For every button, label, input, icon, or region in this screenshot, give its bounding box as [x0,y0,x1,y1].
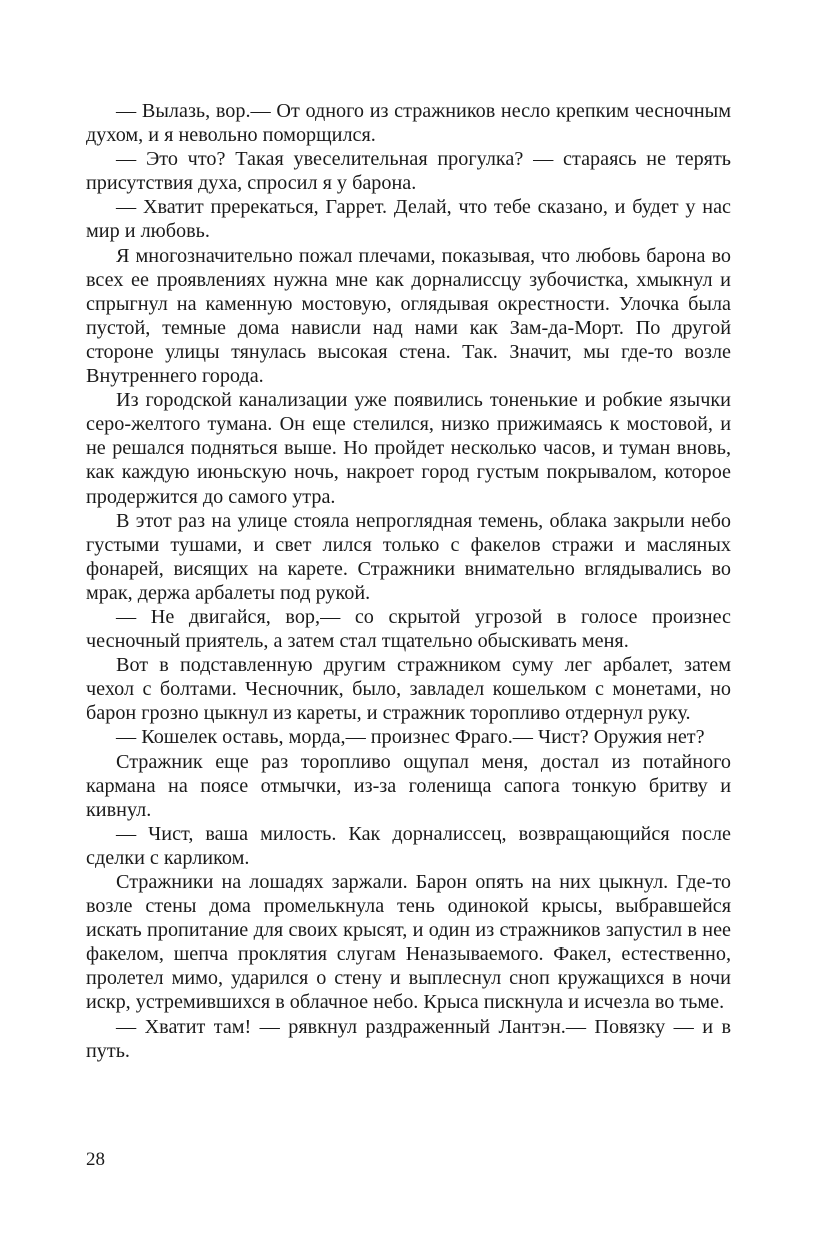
paragraph-6: В этот раз на улице стояла непроглядная темень, облака закрыли небо густыми тушами, и свет лился только с факелов стражи и масляных фонарей, висящих на карете. Стражники внимательно вглядывались во мрак, держа арбалеты под рукой. [86,509,731,604]
paragraph-10: Стражник еще раз торопливо ощупал меня, достал из потайного кармана на поясе отмычки, из-за голенища сапога тонкую бритву и кивнул. [86,750,731,821]
paragraph-3: — Хватит пререкаться, Гаррет. Делай, что тебе сказано, и будет у нас мир и любовь. [86,196,731,243]
paragraph-1: — Вылазь, вор.— От одного из стражников несло крепким чесночным духом, и я невольно поморщился. [86,100,731,147]
paragraph-8: Вот в подставленную другим стражником суму лег арбалет, затем чехол с болтами. Чесночник, было, завладел кошельком с монетами, но барон грозно цыкнул из кареты, и стражник торопливо отдернул руку. [86,654,731,725]
paragraph-12: Стражники на лошадях заржали. Барон опять на них цыкнул. Где-то возле стены дома промелькнула тень одинокой крысы, выбравшейся искать пропитание для своих крысят, и один из стражников запустил в нее факелом, шепча проклятия слугам Неназываемого. Факел, естественно, пролетел мимо, ударился о стену и выплеснул сноп кружащихся в ночи искр, устремившихся в облачное небо. Крыса пискнула и исчезла во тьме. [86,871,731,1014]
paragraph-7: — Не двигайся, вор,— со скрытой угрозой в голосе произнес чесночный приятель, а затем стал тщательно обыскивать меня. [86,605,731,653]
paragraph-13: — Хватит там! — рявкнул раздраженный Лантэн.— Повязку — и в путь. [86,1015,731,1062]
paragraph-2: — Это что? Такая увеселительная прогулка? — стараясь не терять присутствия духа, спросил я у барона. [86,148,731,195]
paragraph-11: — Чист, ваша милость. Как дорналиссец, возвращающийся после сделки с карликом. [86,822,731,869]
paragraph-9: — Кошелек оставь, морда,— произнес Фраго.— Чист? Оружия нет? [116,726,705,749]
paragraph-4: Я многозначительно пожал плечами, показывая, что любовь барона во всех ее проявлениях нужна мне как дорналиссцу зубочистка, хмыкнул и спрыгнул на каменную мостовую, оглядывая окрестности. Улочка была пустой, темные дома нависли над нами как Зам-да-Морт. По другой стороне улицы тянулась высокая стена. Так. Значит, мы где-то возле Внутреннего города. [86,244,731,388]
page-body-text [86,99,731,1063]
page-number: 28 [86,1149,105,1170]
paragraph-5: Из городской канализации уже появились тоненькие и робкие язычки серо-желтого тумана. Он еще стелился, низко прижимаясь к мостовой, и не решался подняться выше. Но пройдет несколько часов, и туман вновь, как каждую июньскую ночь, накроет город густым покрывалом, которое продержится до самого утра. [86,389,731,508]
